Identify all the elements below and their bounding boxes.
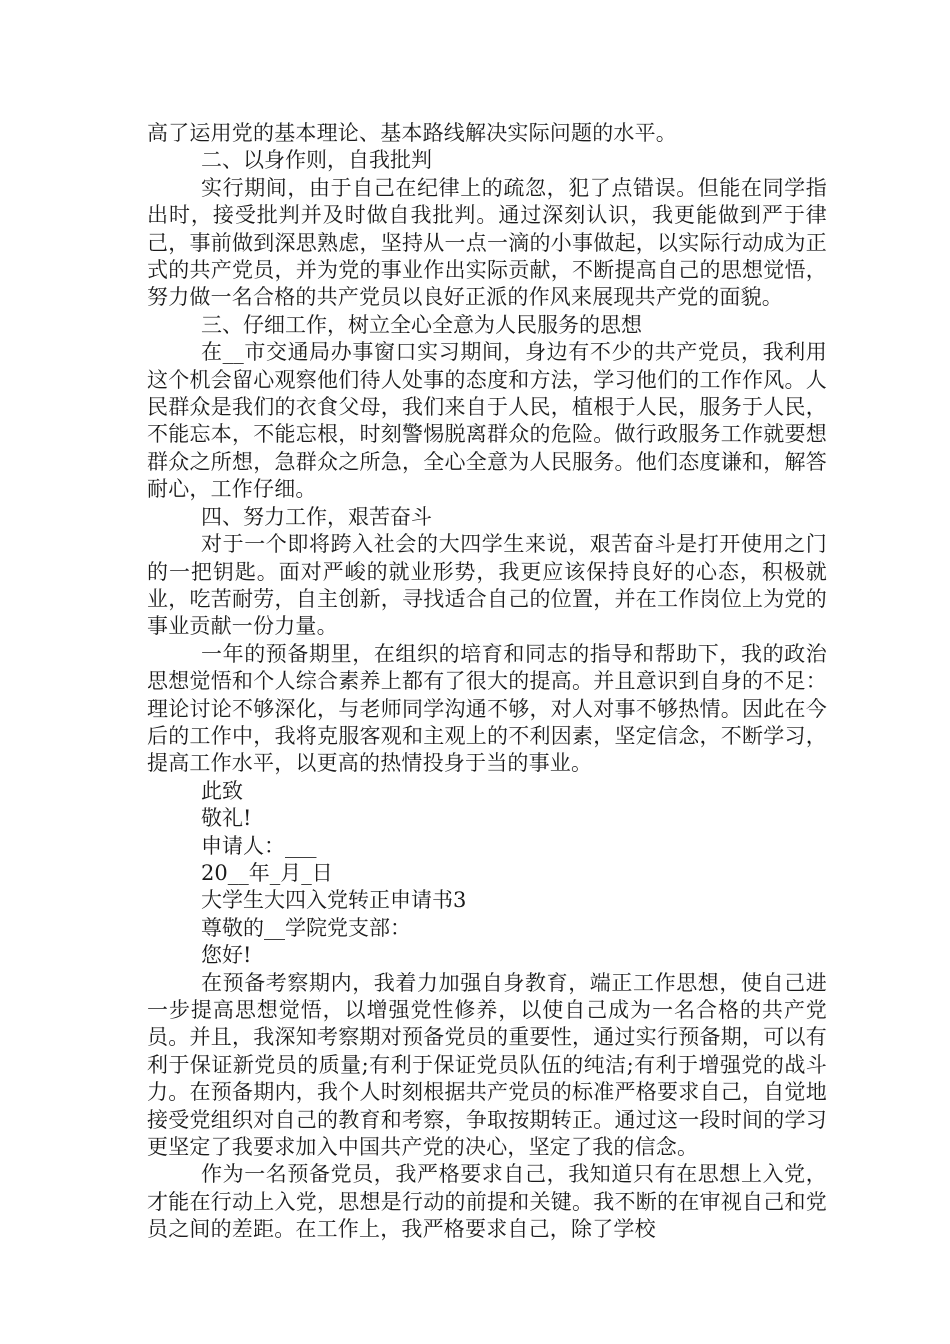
closing-line: 此致: [201, 778, 243, 803]
applicant-line: 申请人：___: [201, 833, 317, 858]
closing-line: 敬礼!: [201, 806, 252, 831]
paragraph: 作为一名预备党员，我严格要求自己，我知道只有在思想上入党，才能在行动上入党，思想是行动的前提和关键。我不断的在审视自己和党员之间的差距。在工作上，我严格要求自己，除了学校: [147, 1162, 827, 1242]
document-page: [147, 120, 827, 1244]
section-heading: 四、努力工作，艰苦奋斗: [201, 504, 432, 529]
paragraph: 实行期间，由于自己在纪律上的疏忽，犯了点错误。但能在同学指出时，接受批判并及时做自我批判。通过深刻认识，我更能做到严于律己，事前做到深思熟虑，坚持从一点一滴的小事做起，以实际行动成为正式的共产党员，并为党的事业作出实际贡献，不断提高自己的思想觉悟，努力做一名合格的共产党员以良好正派的作风来展现共产党的面貌。: [147, 175, 827, 310]
section-heading: 三、仔细工作，树立全心全意为人民服务的思想: [201, 312, 642, 337]
paragraph: 在预备考察期内，我着力加强自身教育，端正工作思想，使自己进一步提高思想觉悟，以增强党性修养，以使自己成为一名合格的共产党员。并且，我深知考察期对预备党员的重要性，通过实行预备期，可以有利于保证新党员的质量;有利于保证党员队伍的纯洁;有利于增强党的战斗力。在预备期内，我个人时刻根据共产党员的标准严格要求自己，自觉地接受党组织对自己的教育和考察，争取按期转正。通过这一段时间的学习更坚定了我要求加入中国共产党的决心，坚定了我的信念。: [147, 970, 827, 1160]
salutation: 尊敬的__学院党支部：: [201, 915, 411, 940]
greeting: 您好!: [201, 943, 252, 968]
paragraph: 对于一个即将跨入社会的大四学生来说，艰苦奋斗是打开使用之门的一把钥匙。面对严峻的就业形势，我更应该保持良好的心态，积极就业，吃苦耐劳，自主创新，寻找适合自己的位置，并在工作岗位上为党的事业贡献一份力量。: [147, 532, 827, 639]
paragraph: 高了运用党的基本理论、基本路线解决实际问题的水平。: [147, 121, 677, 145]
paragraph: 在__市交通局办事窗口实习期间，身边有不少的共产党员，我利用这个机会留心观察他们待人处事的态度和方法，学习他们的工作作风。人民群众是我们的衣食父母，我们来自于人民，植根于人民，服务于人民，不能忘本，不能忘根，时刻警惕脱离群众的危险。做行政服务工作就要想群众之所想，急群众之所急，全心全意为人民服务。他们态度谦和，解答耐心，工作仔细。: [147, 340, 827, 502]
date-line: 20__年_月_日: [201, 860, 333, 885]
paragraph: 一年的预备期里，在组织的培育和同志的指导和帮助下，我的政治思想觉悟和个人综合素养上都有了很大的提高。并且意识到自身的不足：理论讨论不够深化，与老师同学沟通不够，对人对事不够热情。因此在今后的工作中，我将克服客观和主观上的不利因素，坚定信念，不断学习，提高工作水平，以更高的热情投身于当的事业。: [147, 641, 827, 776]
document-title: 大学生大四入党转正申请书3: [201, 888, 467, 913]
section-heading: 二、以身作则，自我批判: [201, 148, 432, 173]
